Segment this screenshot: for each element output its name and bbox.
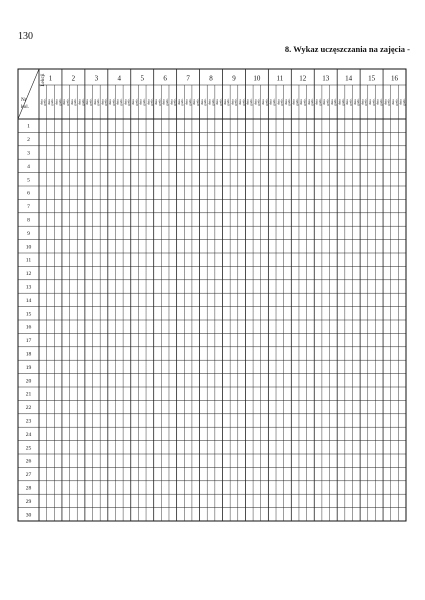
subheader-label: data (360, 99, 365, 105)
row-number: 10 (25, 244, 32, 251)
row-number: 22 (25, 405, 32, 412)
subheader-label: data (161, 99, 166, 105)
subheader-label: data (46, 99, 51, 105)
subheader-label: data (153, 99, 158, 105)
subheader-label: data (138, 99, 143, 105)
subheader-label: godz. (88, 98, 93, 106)
subheader-label: godz. (149, 98, 154, 106)
subheader-label: godz. (348, 98, 353, 106)
row-number: 8 (27, 217, 30, 224)
subheader-label: data (345, 99, 350, 105)
subheader-label: godz. (57, 98, 62, 106)
lesson-number: 6 (163, 74, 167, 83)
subheader-label: data (108, 99, 113, 105)
subheader-label: godz. (256, 98, 261, 106)
row-number: 16 (25, 324, 32, 331)
subheader-label: godz. (310, 98, 315, 106)
subheader-label: godz. (241, 98, 246, 106)
lesson-number: 9 (232, 74, 236, 83)
subheader-label: data (192, 99, 197, 105)
lesson-number: 13 (322, 74, 330, 83)
subheader-label: data (383, 99, 388, 105)
subheader-label: data (230, 99, 235, 105)
subheader-label: data (306, 99, 311, 105)
subheader-label: godz. (279, 98, 284, 106)
subheader-label: data (398, 99, 403, 105)
subheader-label: data (299, 99, 304, 105)
subheader-label: data (261, 99, 266, 105)
lesson-number: 11 (276, 74, 284, 83)
subheader-label: godz. (126, 98, 131, 106)
subheader-label: data (314, 99, 319, 105)
row-number: 27 (25, 472, 32, 479)
subheader-label: godz. (401, 98, 406, 106)
row-number: 24 (25, 431, 32, 438)
subheader-label: godz. (172, 98, 177, 106)
lesson-number: 2 (71, 74, 76, 83)
row-number: 25 (25, 445, 32, 452)
lesson-number: 7 (186, 74, 190, 83)
subheader-label: godz. (103, 98, 108, 106)
row-number: 1 (27, 123, 30, 130)
corner-top-label: Lekcji (40, 73, 46, 87)
row-number: 3 (27, 150, 30, 157)
subheader-label: godz. (111, 98, 116, 106)
subheader-label: data (85, 99, 90, 105)
corner-diagonal (18, 69, 39, 119)
subheader-label: godz. (195, 98, 200, 106)
row-number: 20 (25, 378, 32, 385)
lesson-number: 15 (368, 74, 376, 83)
subheader-label: data (245, 99, 250, 105)
subheader-label: data (253, 99, 258, 105)
subheader-label: data (352, 99, 357, 105)
row-number: 9 (27, 230, 30, 237)
subheader-label: data (184, 99, 189, 105)
subheader-label: godz. (386, 98, 391, 106)
lesson-number: 4 (117, 74, 122, 83)
subheader-label: godz. (134, 98, 139, 106)
row-number: 5 (27, 177, 30, 184)
subheader-label: godz. (340, 98, 345, 106)
lesson-number: 1 (48, 74, 53, 83)
subheader-label: godz. (264, 98, 269, 106)
subheader-label: data (100, 99, 105, 105)
subheader-label: data (69, 99, 74, 105)
subheader-label: data (146, 99, 151, 105)
corner-bottom-label: Nr (21, 97, 27, 103)
row-number: 29 (25, 498, 32, 505)
subheader-label: data (215, 99, 220, 105)
subheader-label: data (115, 99, 120, 105)
subheader-label: godz. (65, 98, 70, 106)
subheader-label: godz. (50, 98, 55, 106)
subheader-label: godz. (287, 98, 292, 106)
subheader-label: godz. (180, 98, 185, 106)
subheader-label: data (222, 99, 227, 105)
subheader-label: godz. (233, 98, 238, 106)
corner-bottom-label: kol. (21, 104, 29, 110)
subheader-label: data (39, 99, 44, 105)
subheader-label: data (368, 99, 373, 105)
subheader-label: data (291, 99, 296, 105)
subheader-label: data (176, 99, 181, 105)
subheader-label: godz. (394, 98, 399, 106)
subheader-label: data (276, 99, 281, 105)
subheader-label: godz. (164, 98, 169, 106)
subheader-label: data (337, 99, 342, 105)
lesson-number: 5 (140, 74, 144, 83)
subheader-label: data (390, 99, 395, 105)
subheader-label: godz. (226, 98, 231, 106)
subheader-label: data (283, 99, 288, 105)
subheader-label: godz. (363, 98, 368, 106)
lesson-number: 14 (345, 74, 353, 83)
subheader-label: data (92, 99, 97, 105)
subheader-label: godz. (371, 98, 376, 106)
lesson-number: 10 (253, 74, 261, 83)
row-number: 28 (25, 485, 32, 492)
subheader-label: godz. (271, 98, 276, 106)
subheader-label: godz. (157, 98, 162, 106)
subheader-label: godz. (187, 98, 192, 106)
row-number: 30 (25, 512, 32, 519)
subheader-label: godz. (42, 98, 47, 106)
subheader-label: data (375, 99, 380, 105)
subheader-label: data (268, 99, 273, 105)
lesson-number: 8 (209, 74, 213, 83)
subheader-label: data (54, 99, 59, 105)
subheader-label: godz. (73, 98, 78, 106)
row-number: 18 (25, 351, 32, 358)
subheader-label: godz. (203, 98, 208, 106)
row-number: 21 (25, 391, 32, 398)
lesson-number: 16 (391, 74, 399, 83)
row-number: 13 (25, 284, 32, 291)
subheader-label: godz. (325, 98, 330, 106)
subheader-label: godz. (356, 98, 361, 106)
subheader-label: data (62, 99, 67, 105)
row-number: 12 (25, 271, 32, 278)
row-number: 2 (27, 137, 30, 144)
subheader-label: data (329, 99, 334, 105)
subheader-label: godz. (218, 98, 223, 106)
subheader-label: data (131, 99, 136, 105)
lesson-number: 3 (94, 74, 99, 83)
lesson-number: 12 (299, 74, 307, 83)
row-number: 4 (27, 163, 30, 170)
subheader-label: data (322, 99, 327, 105)
row-number: 19 (25, 364, 32, 371)
subheader-label: godz. (141, 98, 146, 106)
subheader-label: godz. (378, 98, 383, 106)
subheader-label: godz. (317, 98, 322, 106)
subheader-label: godz. (333, 98, 338, 106)
row-number: 14 (25, 297, 32, 304)
subheader-label: data (169, 99, 174, 105)
row-number: 7 (27, 204, 30, 211)
row-number: 15 (25, 311, 32, 318)
row-number: 11 (25, 257, 32, 264)
row-number: 26 (25, 458, 32, 465)
subheader-label: data (207, 99, 212, 105)
attendance-table (18, 69, 406, 521)
subheader-label: data (123, 99, 128, 105)
row-number: 23 (25, 418, 32, 425)
subheader-label: godz. (294, 98, 299, 106)
row-number: 6 (27, 190, 30, 197)
page-number: 130 (18, 31, 33, 42)
subheader-label: godz. (249, 98, 254, 106)
subheader-label: godz. (302, 98, 307, 106)
row-number: 17 (25, 338, 32, 345)
subheader-label: data (77, 99, 82, 105)
subheader-label: data (199, 99, 204, 105)
subheader-label: godz. (96, 98, 101, 106)
subheader-label: data (238, 99, 243, 105)
subheader-label: godz. (119, 98, 124, 106)
table-border (18, 69, 406, 521)
subheader-label: godz. (210, 98, 215, 106)
subheader-label: godz. (80, 98, 85, 106)
page-title: 8. Wykaz uczęszczania na zajęcia - (284, 44, 410, 54)
